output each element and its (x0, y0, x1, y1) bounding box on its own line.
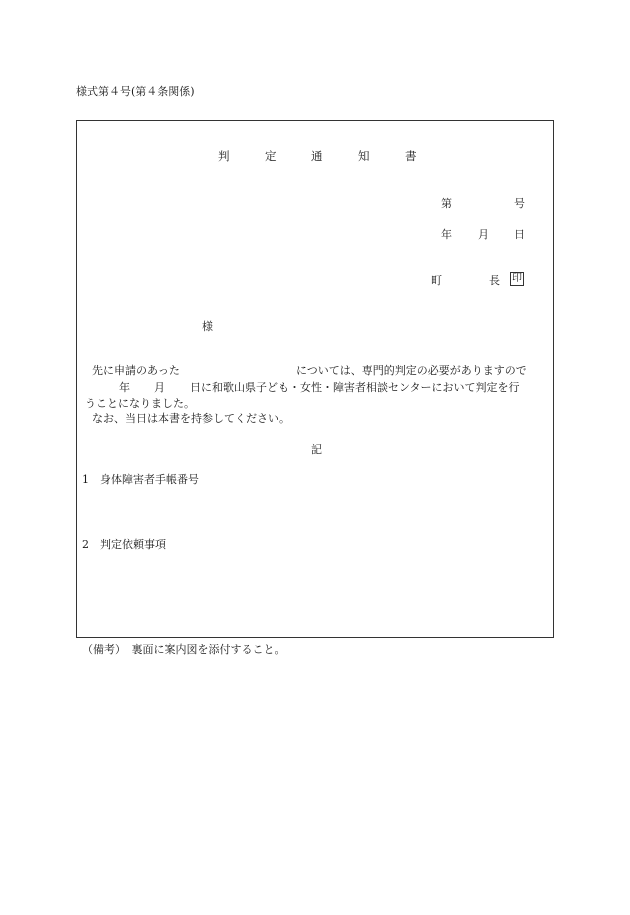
item-handbook-number: 1 身体障害者手帳番号 (82, 473, 199, 486)
form-number: 様式第４号(第４条関係) (76, 85, 195, 98)
item-request-matters: 2 判定依頼事項 (82, 538, 166, 551)
body-line2-month: 月 (154, 381, 165, 394)
title-char: 判 (218, 149, 230, 163)
title-char: 通 (311, 149, 323, 163)
body-line2-rest: 日に和歌山県子ども・女性・障害者相談センターにおいて判定を行 (190, 381, 520, 394)
title-char: 書 (405, 149, 417, 163)
body-line1-start: 先に申請のあった (92, 364, 180, 377)
remark: （備考） 裏面に案内図を添付すること。 (82, 643, 286, 656)
body-line2-year: 年 (119, 381, 130, 394)
date-month-label: 月 (478, 228, 489, 241)
issuer-town: 町 (431, 274, 442, 287)
date-day-label: 日 (514, 228, 525, 241)
doc-number-prefix: 第 (441, 197, 452, 210)
ki-heading: 記 (311, 443, 322, 456)
body-line4: なお、当日は本書を持参してください。 (92, 412, 290, 425)
date-year-label: 年 (441, 228, 452, 241)
title-char: 定 (265, 149, 277, 163)
issuer-head: 長 (489, 274, 500, 287)
body-line3: うことになりました。 (85, 397, 195, 410)
addressee-suffix: 様 (202, 320, 213, 333)
seal-mark: 印 (512, 273, 522, 284)
doc-number-suffix: 号 (514, 197, 525, 210)
body-line1-end: については、専門的判定の必要がありますので (296, 364, 527, 377)
notice-frame (76, 120, 554, 638)
title-char: 知 (358, 149, 370, 163)
